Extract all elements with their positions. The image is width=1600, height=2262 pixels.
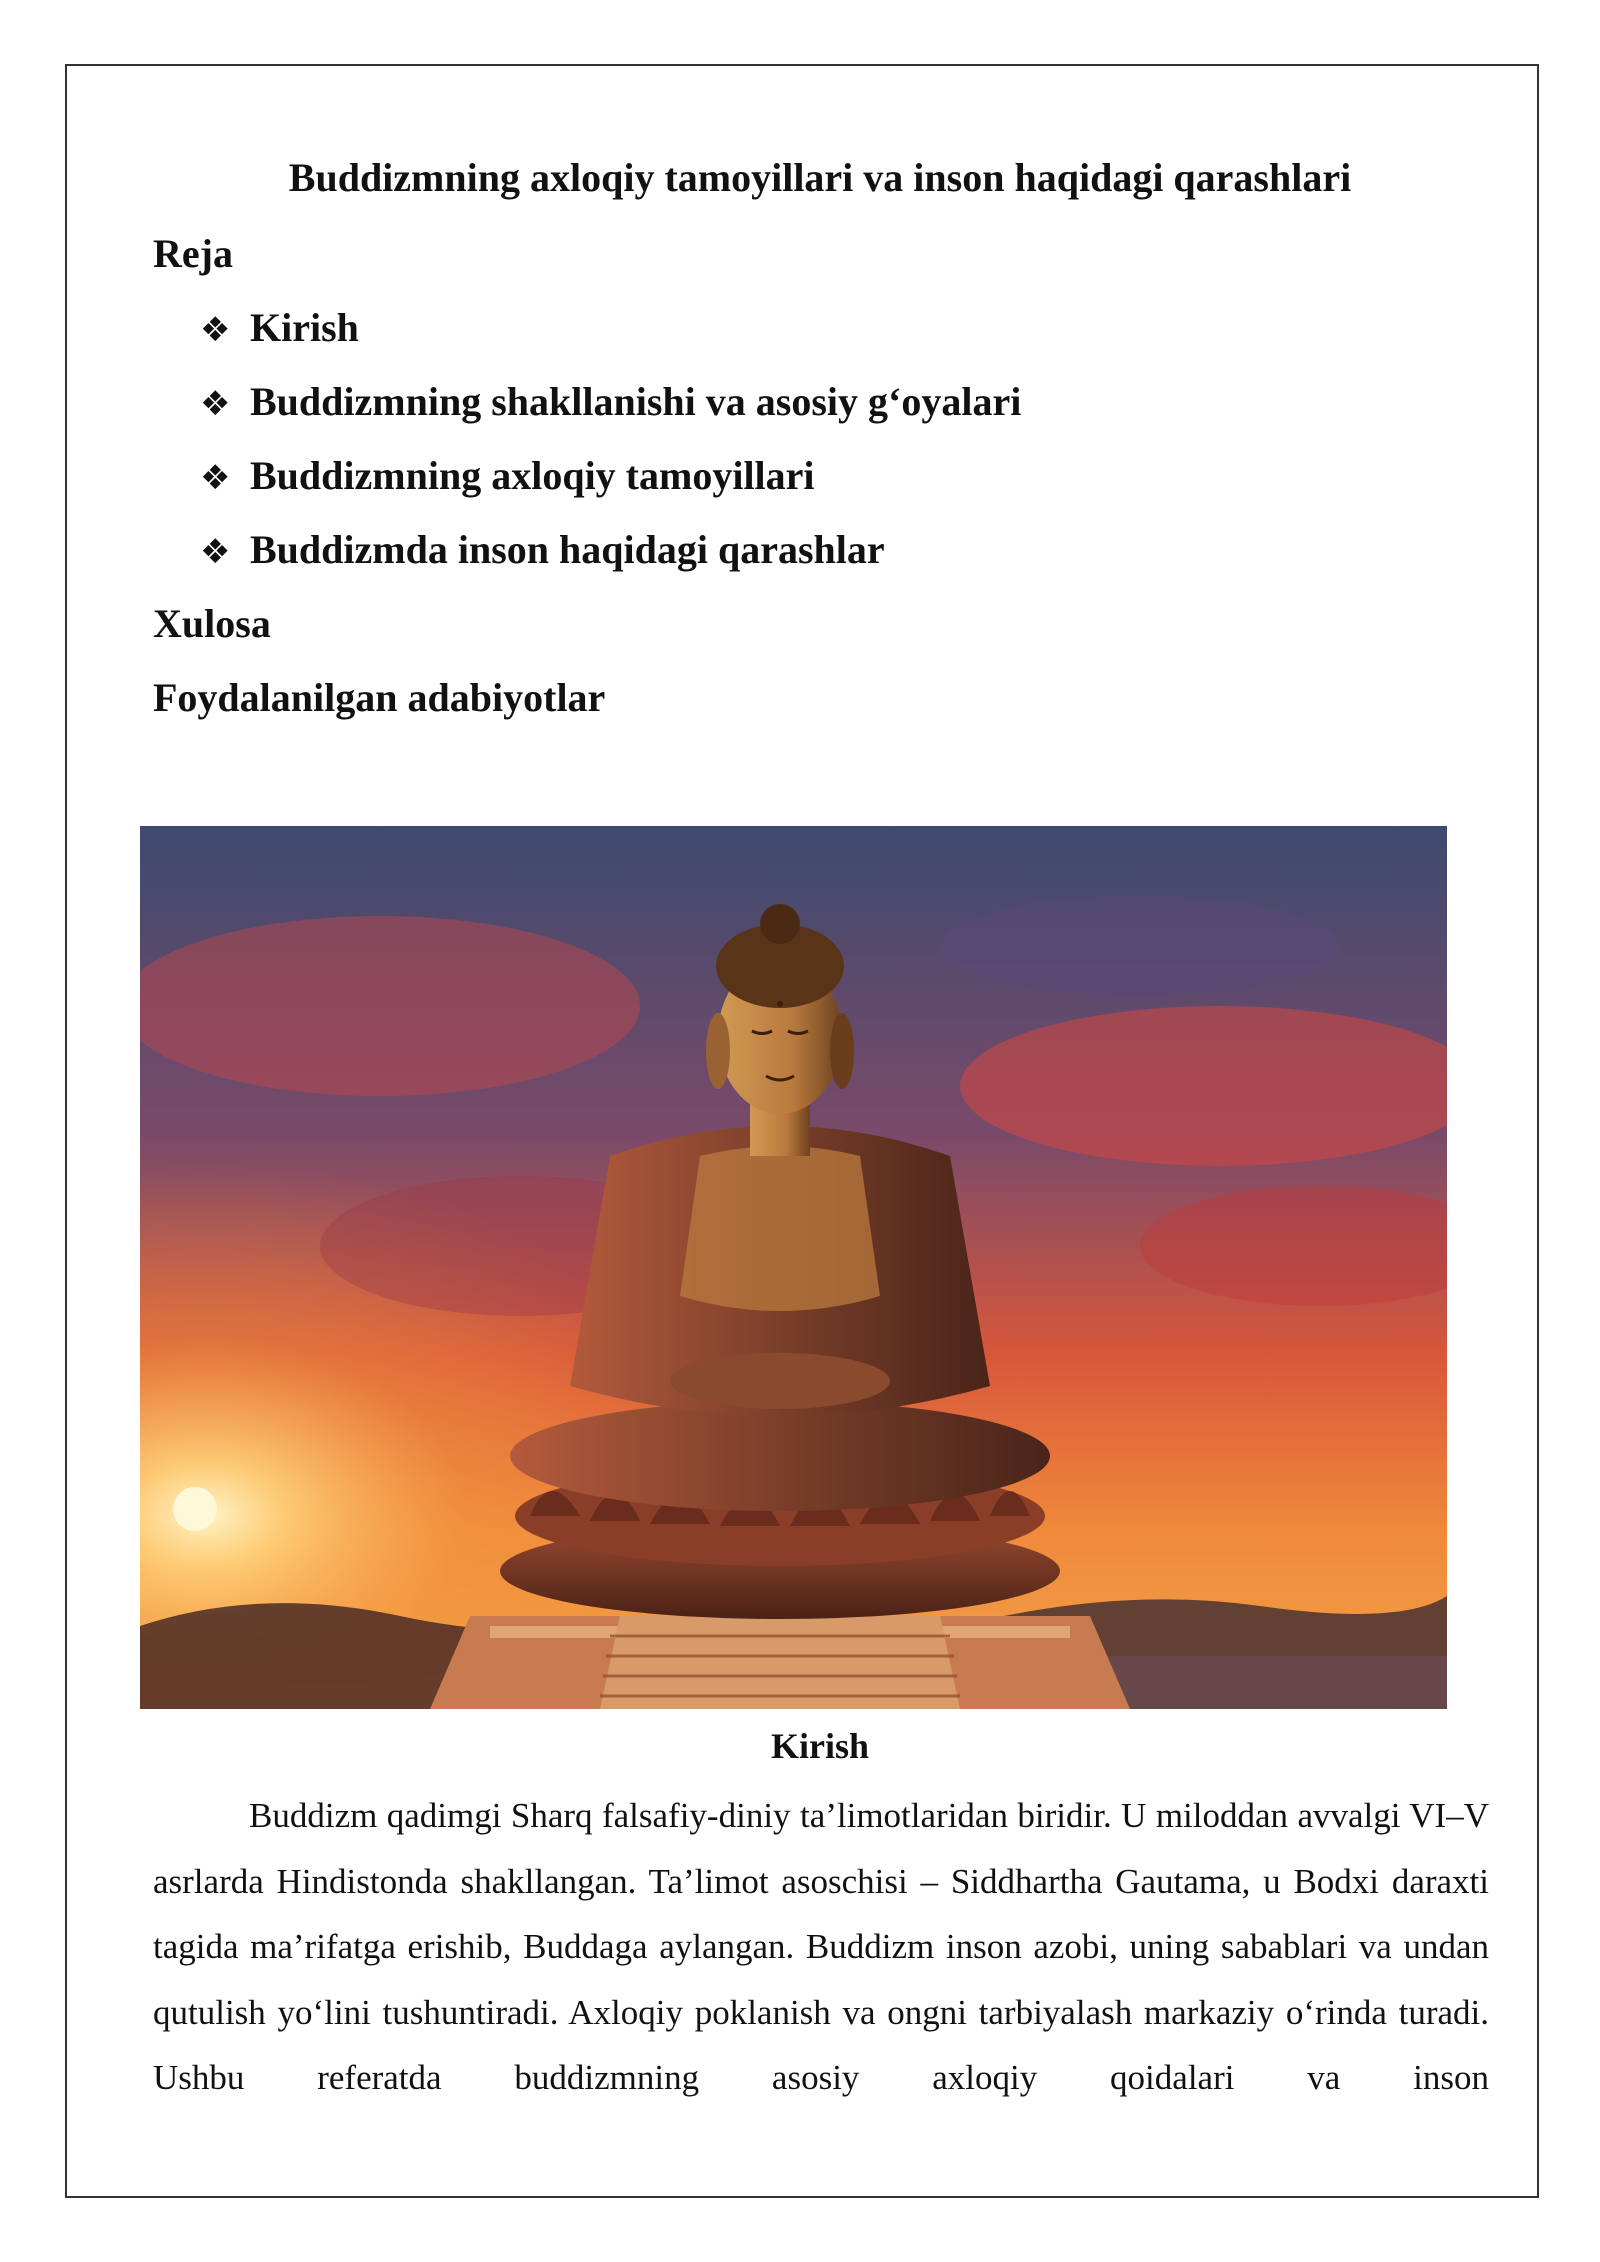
diamond-bullet-icon: ❖ (200, 384, 231, 424)
plan-item-label: Kirish (250, 305, 359, 350)
diamond-bullet-icon: ❖ (200, 310, 231, 350)
plan-item-introduction (200, 300, 359, 358)
plan-item-label: Buddizmning shakllanishi va asosiy g‘oyalari (250, 379, 1022, 424)
introduction-paragraph: Buddizm qadimgi Sharq falsafiy-diniy ta’limotlaridan biridir. U miloddan avvalgi VI–V asrlarda Hindistonda shakllangan. Ta’limot asoschisi – Siddhartha Gautama, u Bodxi daraxti tagida ma’rifatga erishib, Buddaga aylangan. Buddizm inson azobi, uning sabablari va undan qutulish yo‘lini tushuntiradi. Axloqiy poklanish va ongni tarbiyalash markaziy o‘rinda turadi. Ushbu referatda buddizmning asosiy axloqiy qoidalari va inson (153, 1796, 1489, 2097)
diamond-bullet-icon: ❖ (200, 458, 231, 498)
plan-item-formation (200, 374, 1021, 432)
plan-item-human-views (200, 522, 885, 580)
plan-item-label: Buddizmda inson haqidagi qarashlar (250, 527, 885, 572)
conclusion-heading: Xulosa (153, 601, 271, 646)
references-heading: Foydalanilgan adabiyotlar (153, 675, 606, 720)
diamond-bullet-icon: ❖ (200, 532, 231, 572)
document-title: Buddizmning axloqiy tamoyillari va inson haqidagi qarashlari (288, 155, 1352, 200)
plan-heading: Reja (153, 231, 233, 276)
section-heading-introduction: Kirish (770, 1726, 869, 1766)
plan-item-ethics (200, 448, 815, 506)
buddha-statue-image (140, 826, 1447, 1709)
plan-item-label: Buddizmning axloqiy tamoyillari (250, 453, 815, 498)
